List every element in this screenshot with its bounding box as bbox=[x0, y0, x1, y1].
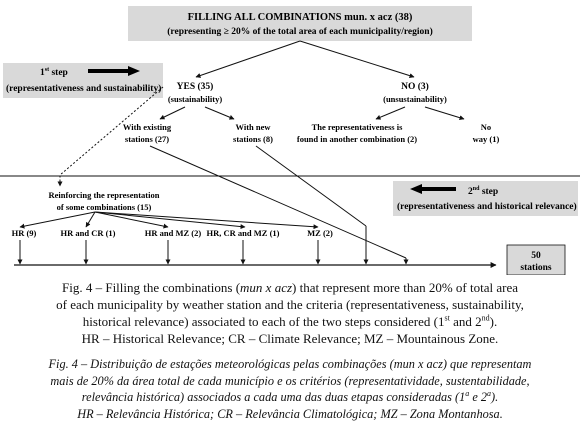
step2-label: 2nd step bbox=[468, 186, 499, 197]
noway-label-2: way (1) bbox=[472, 134, 500, 144]
total-value: 50 bbox=[531, 251, 541, 261]
header-subtitle: (representing ≥ 20% of the total area of each municipality/region) bbox=[167, 27, 433, 37]
caption-en-line-2: of each municipality by weather station and the criteria (representativeness, sustainability, bbox=[56, 297, 524, 312]
existing-label-2: stations (27) bbox=[124, 134, 170, 144]
leaf-hr: HR (9) bbox=[11, 228, 37, 238]
no-label: NO (3) bbox=[401, 82, 429, 92]
caption-english bbox=[0, 279, 580, 347]
represent-label-1: The representativeness is bbox=[311, 122, 403, 132]
reinforce-label-1: Reinforcing the representation bbox=[48, 190, 160, 200]
caption-en-line-4: HR – Historical Relevance; CR – Climate Relevance; MZ – Mountainous Zone. bbox=[81, 331, 499, 346]
leaf-mz: MZ (2) bbox=[307, 228, 333, 238]
step1-label: 1st step bbox=[40, 67, 68, 78]
header-title: FILLING ALL COMBINATIONS mun. x acz (38) bbox=[187, 12, 413, 23]
caption-en-line-1: Fig. 4 – Filling the combinations (mun x acz) that represent more than 20% of total area bbox=[62, 280, 518, 295]
caption-pt-line-2: mais de 20% da área total de cada município e os critérios (representatividade, sustentabilidade, bbox=[50, 373, 530, 388]
leaf-hr-mz: HR and MZ (2) bbox=[144, 228, 202, 238]
represent-label-2: found in another combination (2) bbox=[296, 134, 418, 144]
yes-sub: (sustainability) bbox=[167, 94, 223, 104]
leaf-hr-cr-mz: HR, CR and MZ (1) bbox=[206, 228, 280, 238]
yes-label: YES (35) bbox=[176, 82, 214, 92]
caption-portuguese bbox=[0, 356, 580, 422]
no-sub: (unsustainability) bbox=[383, 94, 447, 104]
reinforce-label-2: of some combinations (15) bbox=[56, 202, 152, 212]
noway-label-1: No bbox=[480, 122, 492, 132]
step2-desc: (representativeness and historical relevance) bbox=[397, 202, 577, 212]
new-label-2: stations (8) bbox=[233, 134, 273, 144]
existing-label-1: With existing bbox=[122, 122, 172, 132]
caption-en-line-3: historical relevance) associated to each of the two steps considered (1st and 2nd). bbox=[82, 313, 498, 329]
caption-pt-line-3: relevância histórica) associados a cada uma das duas etapas consideradas (1$^a$ e 2$^a$). bbox=[81, 388, 499, 404]
step1-desc: (representativeness and sustainability) bbox=[6, 84, 162, 94]
total-unit: stations bbox=[520, 263, 552, 273]
leaf-hr-cr: HR and CR (1) bbox=[60, 228, 116, 238]
new-label-1: With new bbox=[235, 122, 271, 132]
caption-pt-line-1: Fig. 4 – Distribuição de estações meteorológicas pelas combinações (mun x acz) que representam bbox=[48, 357, 532, 371]
caption-pt-line-4: HR – Relevância Histórica; CR – Relevância Climatológica; MZ – Zona Montanhosa. bbox=[77, 406, 503, 421]
